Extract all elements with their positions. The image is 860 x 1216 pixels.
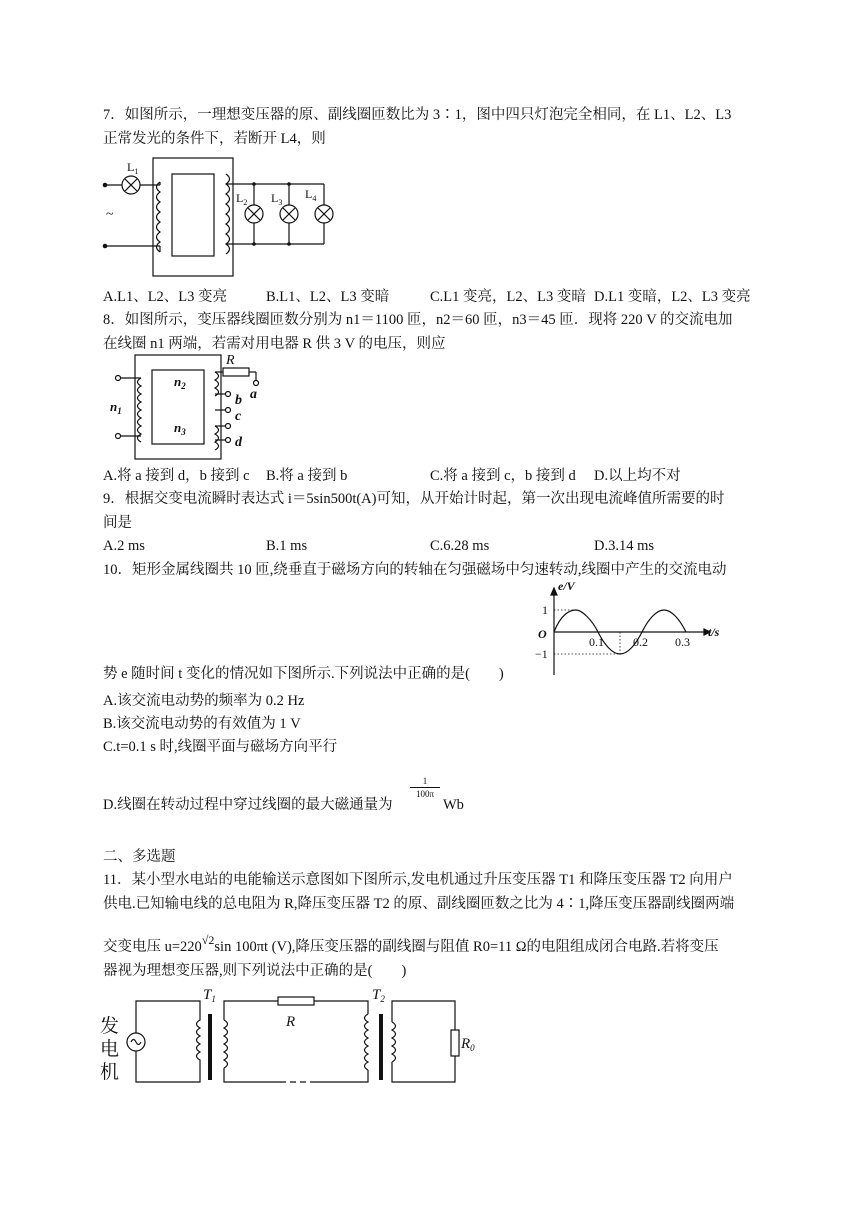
q7-label-l4: $L_4$	[305, 187, 317, 203]
q8-circuit-diagram	[108, 350, 268, 462]
q11-stem-line4: 器视为理想变压器,则下列说法中正确的是( )	[103, 963, 407, 979]
q11-label-r0: $R_0$	[461, 1036, 475, 1053]
q7-option-d[interactable]: D.L1 变暗，L2、L3 变亮	[594, 289, 751, 305]
q10-stem-line2: 势 e 随时间 t 变化的情况如下图所示.下列说法中正确的是( )	[103, 666, 504, 682]
q10-xtick-2: 0.2	[633, 635, 648, 649]
q11-label-t1: $T_1$	[203, 987, 216, 1004]
q9-option-c[interactable]: C.6.28 ms	[430, 538, 490, 554]
q11-line3-part1: 交变电压 u=220	[103, 939, 202, 955]
q10-xtick-3: 0.3	[675, 635, 690, 649]
q9-option-d[interactable]: D.3.14 ms	[594, 538, 655, 554]
q8-option-d[interactable]: D.以上均不对	[594, 468, 681, 484]
q11-stem-line2: 供电.已知输电线的总电阻为 R,降压变压器 T2 的原、副线圈匝数之比为 4∶1,降压变压器副线圈两端	[103, 896, 735, 912]
q7-option-b[interactable]: B.L1、L2、L3 变暗	[266, 289, 390, 305]
q11-label-t2: $T_2$	[372, 987, 385, 1004]
q10-ytick-top: 1	[542, 603, 548, 617]
q9-option-a[interactable]: A.2 ms	[103, 538, 145, 554]
q8-label-n2: $n_2$	[174, 374, 186, 391]
q8-stem-line2: 在线圈 n1 两端，若需对用电器 R 供 3 V 的电压，则应	[103, 336, 446, 352]
q10-option-d-unit: Wb	[443, 797, 464, 813]
q8-label-a: a	[250, 387, 257, 402]
q7-stem-line2: 正常发光的条件下，若断开 L4，则	[103, 131, 326, 147]
q8-option-c[interactable]: C.将 a 接到 c，b 接到 d	[430, 468, 576, 484]
q7-label-l1: $L_1$	[127, 160, 139, 176]
q9-stem-line2: 间是	[103, 515, 132, 531]
q8-option-b[interactable]: B.将 a 接到 b	[266, 468, 348, 484]
q10-option-c[interactable]: C.t=0.1 s 时,线圈平面与磁场方向平行	[103, 739, 338, 755]
q8-label-c: c	[235, 409, 242, 424]
q10-option-a[interactable]: A.该交流电动势的频率为 0.2 Hz	[103, 693, 305, 709]
q10-option-d-fraction	[408, 776, 442, 799]
q8-label-r: R	[226, 353, 235, 368]
q10-ylabel: e/V	[558, 579, 575, 593]
q11-gen-char1: 发	[100, 1016, 120, 1037]
q11-label-r: R	[286, 1014, 296, 1030]
q11-gen-char3: 机	[100, 1062, 120, 1083]
q7-stem-line1: 7．如图所示，一理想变压器的原、副线圈匝数比为 3∶1，图中四只灯泡完全相同，在 L1、L2、L3	[103, 107, 732, 123]
q9-stem-line1: 9．根据交变电流瞬时表达式 i＝5sin500t(A)可知，从开始计时起，第一次出现电流峰值所需要的时	[103, 491, 725, 507]
q11-line3-part2: sin 100πt (V),降压变压器的副线圈与阻值 R0=11 Ω的电阻组成闭合电路.若将变压	[214, 939, 719, 955]
q10-ytick-bottom: −1	[535, 647, 548, 661]
q7-option-c[interactable]: C.L1 变亮，L2、L3 变暗	[430, 289, 586, 305]
q8-label-d: d	[235, 435, 242, 450]
q11-sqrt2: √2	[201, 933, 215, 947]
q8-label-n1: $n_1$	[110, 399, 122, 416]
q10-xtick-1: 0.1	[589, 635, 604, 649]
q7-ac-symbol: ~	[106, 207, 114, 222]
q7-label-l2: $L_2$	[236, 191, 248, 207]
q8-option-a[interactable]: A.将 a 接到 d，b 接到 c	[103, 468, 250, 484]
q10-emf-graph	[530, 580, 730, 680]
q7-label-l3: $L_3$	[271, 191, 283, 207]
q10-fraction-numerator: 1	[422, 776, 428, 786]
q10-origin: O	[538, 627, 547, 641]
q10-fraction-bar	[410, 787, 440, 788]
q8-label-b: b	[235, 393, 242, 408]
q9-option-b[interactable]: B.1 ms	[266, 538, 308, 554]
q11-gen-char2: 电	[100, 1039, 120, 1060]
q8-stem-line1: 8．如图所示，变压器线圈匝数分别为 n1＝1100 匝，n2＝60 匝，n3＝45 匝．现将 220 V 的交流电加	[103, 312, 733, 328]
q8-label-n3: $n_3$	[174, 420, 186, 437]
q10-xlabel: t/s	[708, 625, 720, 639]
q10-fraction-denominator: 100π	[415, 789, 435, 799]
q7-option-a[interactable]: A.L1、L2、L3 变亮	[103, 289, 228, 305]
q11-stem-line3	[103, 933, 719, 957]
q10-stem-line1: 10．矩形金属线圈共 10 匝,绕垂直于磁场方向的转轴在匀强磁场中匀速转动,线圈中产生的交流电动	[103, 562, 727, 578]
q11-transmission-diagram	[100, 987, 480, 1090]
q10-option-b[interactable]: B.该交流电动势的有效值为 1 V	[103, 716, 301, 732]
section-heading-multiple-choice: 二、多选题	[103, 849, 176, 865]
q10-option-d[interactable]: D.线圈在转动过程中穿过线圈的最大磁通量为	[103, 797, 393, 813]
q11-stem-line1: 11．某小型水电站的电能输送示意图如下图所示,发电机通过升压变压器 T1 和降压变压器 T2 向用户	[103, 872, 733, 888]
q7-circuit-diagram	[100, 150, 345, 280]
